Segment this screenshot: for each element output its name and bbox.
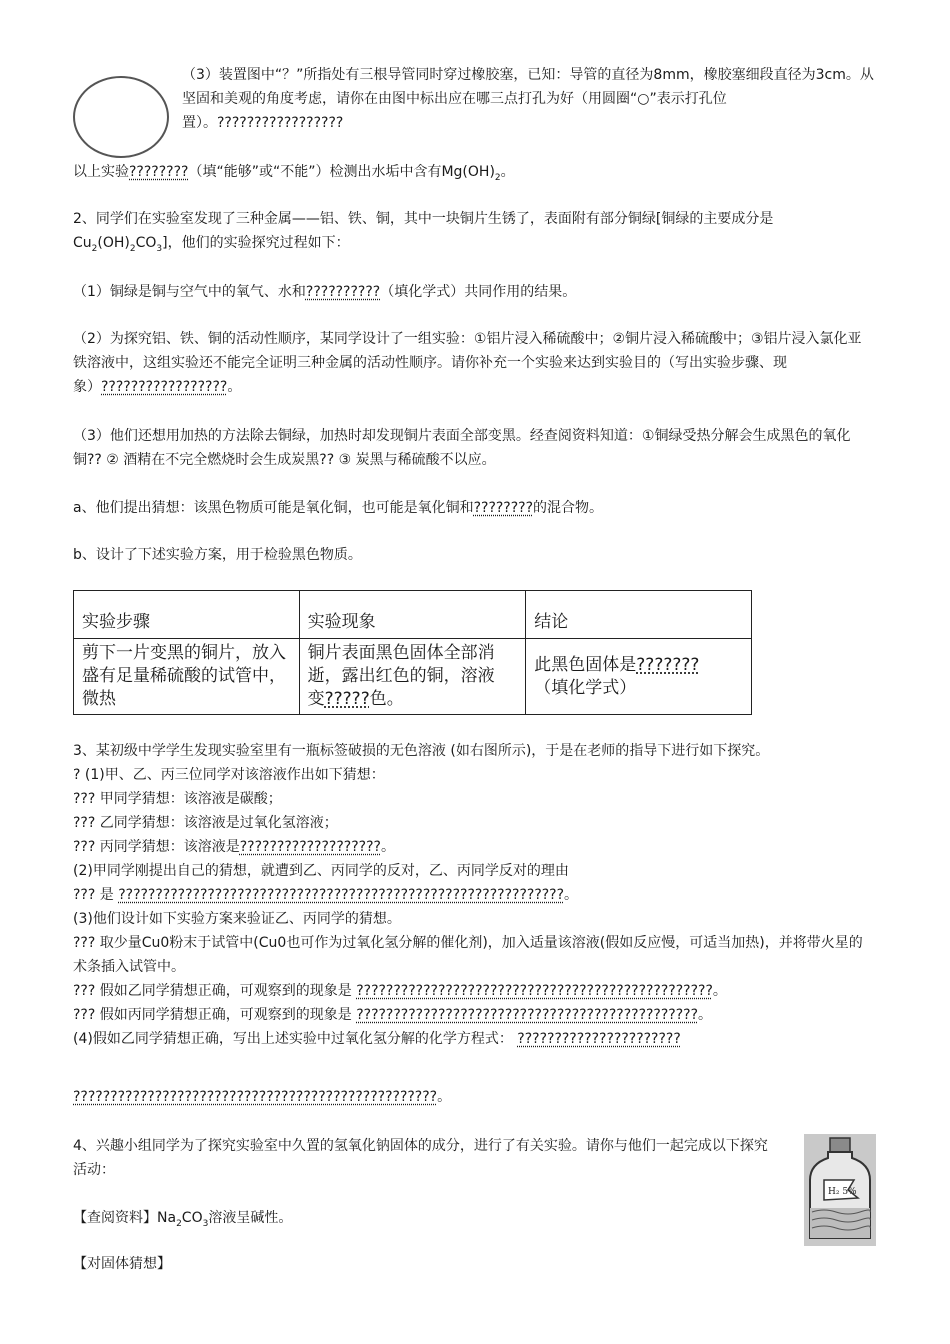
header-steps: 实验步骤 (74, 591, 300, 639)
answer-blank[interactable]: ????????????????????????????????????????????????? (73, 1089, 438, 1105)
header-conclusion: 结论 (526, 591, 752, 639)
cell-step: 剪下一片变黑的铜片，放入盛有足量稀硫酸的试管中，微热 (74, 639, 300, 715)
equation-blank-line: ?????????????????????????????????????????????????。 (73, 1089, 452, 1105)
answer-blank[interactable]: ??????????????????? (239, 839, 381, 855)
answer-blank[interactable]: ????? (324, 689, 370, 709)
answer-blank[interactable]: ???????????????????????????????????????????????? (356, 983, 713, 999)
cell-phenomenon: 铜片表面黑色固体全部消逝，露出红色的铜，溶液变?????色。 (299, 639, 526, 715)
question-2-part-2: （2）为探究铝、铁、铜的活动性顺序，某同学设计了一组实验：①铝片浸入稀硫酸中；②铜片浸入稀硫酸中；③铝片浸入氯化亚铁溶液中，这组实验还不能完全证明三种金属的活动性顺序。请你补充一个实验来达到实验目的（写出实验步骤、现象）?????????????????。 (73, 331, 862, 395)
question-2-design-b: b、设计了下述实验方案，用于检验黑色物质。 (73, 547, 362, 563)
answer-blank[interactable]: ????????????????? (217, 115, 344, 131)
answer-blank[interactable]: ???????????????????????????????????????????????????????????? (118, 887, 565, 903)
question-2-intro: 2、同学们在实验室发现了三种金属——铝、铁、铜，其中一块铜片生锈了，表面附有部分铜绿[铜绿的主要成分是$Cu_2(OH)_2CO_3$]，他们的实验探究过程如下： (73, 211, 774, 254)
bottle-label-text: H₂ 5% (828, 1187, 857, 1197)
experiment-table (73, 590, 752, 715)
question-2-guess-a: a、他们提出猜想：该黑色物质可能是氧化铜，也可能是氧化铜和????????的混合物。 (73, 500, 604, 516)
question-2-part-1: （1）铜绿是铜与空气中的氧气、水和??????????（填化学式）共同作用的结果。 (73, 284, 577, 300)
question-4-intro: 4、兴趣小组同学为了探究实验室中久置的氢氧化钠固体的成分，进行了有关实验。请你与他们一起完成以下探究活动： (73, 1138, 768, 1178)
bottle-icon (804, 1134, 876, 1246)
question-4-reference: 【查阅资料】$Na_2CO_3$溶液呈碱性。 (73, 1210, 293, 1229)
answer-blank[interactable]: ?????????????????????????????????????????????? (356, 1007, 699, 1023)
answer-blank[interactable]: ?????????? (305, 284, 381, 300)
answer-blank[interactable]: ?????????????????????? (517, 1031, 681, 1047)
reagent-bottle-image (804, 1134, 876, 1246)
rubber-stopper-circle-diagram (73, 76, 169, 158)
answer-blank[interactable]: ????????????????? (101, 379, 228, 395)
question-4-guess-heading: 【对固体猜想】 (73, 1256, 171, 1272)
header-phenomena: 实验现象 (299, 591, 526, 639)
answer-blank[interactable]: ???????? (129, 164, 189, 180)
conclusion-line: 以上实验????????（填“能够”或“不能”）检测出水垢中含有$Mg(OH)_2$。 (73, 164, 515, 183)
q3-sub-question: （3）装置图中“？”所指处有三根导管同时穿过橡胶塞，已知：导管的直径为8mm，橡胶塞细段直径为3cm。从坚固和美观的角度考虑，请你在由图中标出应在哪三点打孔为好（用圆圈“○”表示打孔位置）。????????????????? (182, 67, 874, 131)
cell-conclusion: 此黑色固体是??????? （填化学式） (526, 639, 752, 715)
answer-blank[interactable]: ???????? (473, 500, 534, 516)
question-2-part-3: （3）他们还想用加热的方法除去铜绿，加热时却发现铜片表面全部变黑。经查阅资料知道：①铜绿受热分解会生成黑色的氧化铜?? ② 酒精在不完全燃烧时会生成炭黑?? ③ 炭黑与稀硫酸不以应。 (73, 428, 851, 468)
answer-blank[interactable]: ??????? (636, 654, 700, 675)
question-3: 3、某初级中学学生发现实验室里有一瓶标签破损的无色溶液 (如右图所示)，于是在老师的指导下进行如下探究。 ? (1)甲、乙、丙三位同学对该溶液作出如下猜想： ??? 甲同学猜想：该溶液是碳酸； ??? 乙同学猜想：该溶液是过氧化氢溶液； ??? 丙同学猜想：该溶液是???????????????????。 (2)甲同学刚提出自己的猜想，就遭到乙、丙同学的反对，乙、丙同学反对的理由 ??? 是 ????????????????????????????????????????????????????????????。 (3)他们设计如下实验方案来验证乙、丙同学的猜想。 ??? 取少量Cu0粉末于试管中(Cu0也可作为过氧化氢分解的催化剂)，加入适量该溶液(假如反应慢，可适当加热)，并将带火星的术条插入试管中。 ??? 假如乙同学猜想正确，可观察到的现象是 ????????????????????????????????????????????????。 ??? 假如丙同学猜想正确，可观察到的现象是 ??????????????????????????????????????????????。 (4)假如乙同学猜想正确，写出上述实验中过氧化氢分解的化学方程式： ?????????????????????? (73, 743, 863, 1047)
